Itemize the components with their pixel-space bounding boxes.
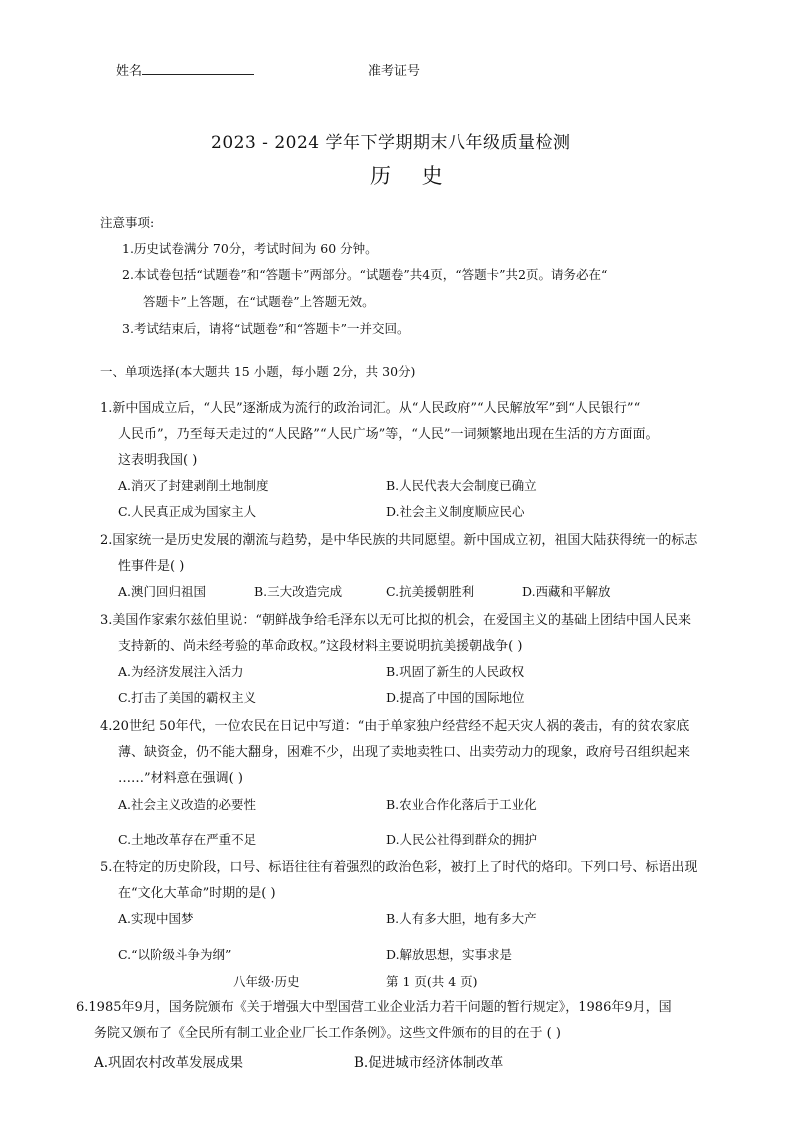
question-text: 4.20世纪 50年代，一位农民在日记中写道：“由于单家独户经营经不起天灾人祸的袭击，有的贫农家底: [100, 719, 690, 734]
notice-item: 答题卡”上答题，在“试题卷”上答题无效。: [143, 294, 375, 309]
question-text: 人民币”，乃至每天走过的“人民路”“人民广场”等，“人民”一词频繁地出现在生活的方方面面。: [118, 427, 659, 442]
option-b[interactable]: B.农业合作化落后于工业化: [386, 797, 537, 812]
option-b[interactable]: B.人民代表大会制度已确立: [386, 478, 537, 493]
exam-title: 2023 - 2024 学年下学期期末八年级质量检测: [211, 133, 571, 153]
option-a[interactable]: A.澳门回归祖国: [118, 584, 207, 599]
notice-heading: 注意事项:: [100, 215, 155, 230]
section-heading: 一、单项选择(本大题共 15 小题，每小题 2分，共 30分): [100, 364, 416, 379]
option-b[interactable]: B.三大改造完成: [254, 584, 343, 599]
option-d[interactable]: D.社会主义制度顺应民心: [386, 504, 525, 519]
notice-item: 1.历史试卷满分 70分，考试时间为 60 分钟。: [122, 241, 378, 256]
question-text: 支持新的、尚未经考验的革命政权。”这段材料主要说明抗美援朝战争( ): [118, 639, 523, 654]
option-b[interactable]: B.人有多大胆，地有多大产: [386, 911, 537, 926]
name-blank[interactable]: [142, 62, 254, 75]
option-a[interactable]: A.为经济发展注入活力: [118, 664, 244, 679]
subject-title: 历 史: [370, 164, 455, 188]
footer-page-info: 第 1 页(共 4 页): [386, 974, 478, 989]
option-a[interactable]: A.消灭了封建剥削土地制度: [118, 478, 269, 493]
name-label: 姓名: [116, 64, 143, 79]
question-text: 3.美国作家索尔兹伯里说：“朝鲜战争给毛泽东以无可比拟的机会，在爱国主义的基础上团结中国人民来: [100, 613, 692, 628]
option-d[interactable]: D.解放思想，实事求是: [386, 947, 513, 962]
question-text: 性事件是( ): [118, 559, 185, 574]
exam-id-label: 准考证号: [368, 64, 421, 79]
question-text: 务院又颁布了《全民所有制工业企业厂长工作条例》。这些文件颁布的目的在于 ( ): [94, 1026, 561, 1041]
option-a[interactable]: A.实现中国梦: [118, 911, 194, 926]
notice-item: 2.本试卷包括“试题卷”和“答题卡”两部分。“试题卷”共4页，“答题卡”共2页。请务必在“: [122, 267, 608, 282]
option-a[interactable]: A.巩固农村改革发展成果: [94, 1055, 244, 1071]
question-text: 1.新中国成立后，“人民”逐渐成为流行的政治词汇。从“人民政府”“人民解放军”到“人民银行”“: [100, 401, 641, 416]
option-c[interactable]: C.抗美援朝胜利: [386, 584, 475, 599]
notice-item: 3.考试结束后，请将“试题卷”和“答题卡”一并交回。: [122, 321, 410, 336]
option-d[interactable]: D.人民公社得到群众的拥护: [386, 832, 538, 847]
footer-grade-subject: 八年级·历史: [233, 974, 300, 989]
option-c[interactable]: C.土地改革存在严重不足: [118, 832, 257, 847]
option-c[interactable]: C.“以阶级斗争为纲”: [118, 947, 232, 962]
option-d[interactable]: D.西藏和平解放: [522, 584, 611, 599]
option-d[interactable]: D.提高了中国的国际地位: [386, 690, 525, 705]
name-field[interactable]: [116, 60, 254, 79]
question-text: 5.在特定的历史阶段，口号、标语往往有着强烈的政治色彩，被打上了时代的烙印。下列口号、标语出现: [100, 860, 698, 875]
question-text: 这表明我国( ): [118, 453, 198, 468]
question-text: 在“文化大革命”时期的是( ): [118, 886, 276, 901]
option-b[interactable]: B.巩固了新生的人民政权: [386, 664, 525, 679]
option-c[interactable]: C.打击了美国的霸权主义: [118, 690, 257, 705]
question-text: ……”材料意在强调( ): [118, 771, 243, 786]
option-b[interactable]: B.促进城市经济体制改革: [354, 1055, 504, 1071]
option-c[interactable]: C.人民真正成为国家主人: [118, 504, 257, 519]
option-a[interactable]: A.社会主义改造的必要性: [118, 797, 257, 812]
question-text: 2.国家统一是历史发展的潮流与趋势，是中华民族的共同愿望。新中国成立初，祖国大陆获得统一的标志: [100, 533, 698, 548]
question-text: 6.1985年9月，国务院颁布《关于增强大中型国营工业企业活力若干问题的暂行规定》，1986年9月，国: [76, 1000, 672, 1015]
question-text: 薄、缺资金，仍不能大翻身，困难不少，出现了卖地卖牲口、出卖劳动力的现象，政府号召组织起来: [118, 745, 691, 760]
